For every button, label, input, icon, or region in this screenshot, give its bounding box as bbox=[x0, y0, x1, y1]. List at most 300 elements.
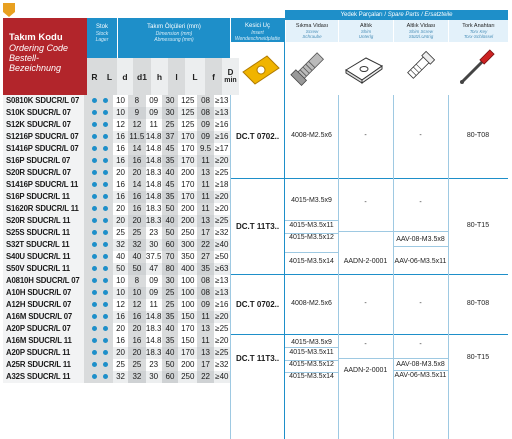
screw-code: 4015-M3.5x12 bbox=[289, 361, 334, 368]
shim-screw-divider bbox=[393, 370, 448, 371]
dim-D-cell: ≥16 bbox=[215, 119, 229, 129]
dim-d-cell: 20 bbox=[113, 347, 128, 359]
dim-f-cell: 09 bbox=[197, 119, 213, 131]
dim-d1-cell: 16 bbox=[128, 203, 145, 215]
spare-parts-label: Yedek Parçaları / bbox=[340, 12, 388, 18]
shim-code: - bbox=[364, 300, 367, 307]
dim-L-cell: 170 bbox=[178, 155, 197, 167]
dim-h-cell: 23 bbox=[149, 359, 159, 369]
dim-f-cell: 11 bbox=[197, 191, 213, 203]
stock-r-dot-icon bbox=[92, 170, 97, 175]
dim-d-cell: 10 bbox=[113, 287, 128, 299]
dim-f-cell: 11 bbox=[197, 335, 213, 347]
dim-f-cell: 11 bbox=[197, 311, 213, 323]
dim-l-cell: 25 bbox=[162, 287, 178, 299]
screw-icon bbox=[285, 42, 335, 92]
stock-label-de: Lager bbox=[95, 37, 109, 43]
col-header-f: f bbox=[205, 58, 222, 95]
table-row[interactable] bbox=[3, 359, 230, 371]
dimensions-label-en: Dimension (mm) bbox=[155, 31, 193, 37]
dim-l-cell: 35 bbox=[162, 191, 178, 203]
dim-L-cell: 150 bbox=[178, 311, 197, 323]
ordering-code-cell: A16M SDUCR/L 07 bbox=[3, 311, 84, 323]
dim-d-cell: 32 bbox=[113, 239, 128, 251]
insert-label-en: Insert bbox=[251, 30, 264, 36]
stock-cell bbox=[84, 167, 113, 179]
stock-r-dot-icon bbox=[92, 206, 97, 211]
ordering-code-cell: S32T SDUCR/L 11 bbox=[3, 239, 84, 251]
stock-r-dot-icon bbox=[92, 110, 97, 115]
dim-L-cell: 125 bbox=[181, 95, 195, 105]
shim-screw-code: AAV-08-M3.5x8 bbox=[396, 236, 445, 243]
table-row[interactable] bbox=[3, 167, 230, 179]
separator-dims-right bbox=[230, 95, 231, 439]
dim-d-cell: 12 bbox=[116, 119, 126, 129]
stock-r-dot-icon bbox=[92, 146, 97, 151]
dim-d-cell: 10 bbox=[116, 275, 126, 285]
stock-r-dot-icon bbox=[92, 362, 97, 367]
table-row[interactable] bbox=[3, 131, 230, 143]
dim-l-cell: 80 bbox=[162, 263, 178, 275]
dim-f-cell: 13 bbox=[197, 215, 213, 227]
torx-key-label-en: Torx Key bbox=[469, 29, 488, 34]
col-header-r: R bbox=[87, 58, 102, 95]
dim-d-cell: 32 bbox=[113, 371, 128, 383]
insert-code: DC.T 11T3.. bbox=[236, 222, 280, 231]
stock-l-dot-icon bbox=[103, 314, 108, 319]
ordering-code-cell: S1416P SDUCR/L 07 bbox=[3, 143, 84, 155]
dim-h-cell: 14.8 bbox=[145, 191, 162, 201]
table-row[interactable] bbox=[3, 215, 230, 227]
stock-cell bbox=[84, 191, 113, 203]
stock-cell bbox=[84, 371, 113, 383]
dim-d-cell: 25 bbox=[116, 359, 126, 369]
stock-l-dot-icon bbox=[103, 338, 108, 343]
header-title-de: Bestell-Bezeichnung bbox=[9, 53, 62, 73]
table-row[interactable] bbox=[3, 311, 230, 323]
stock-l-dot-icon bbox=[103, 218, 108, 223]
table-row[interactable] bbox=[3, 323, 230, 335]
screw-code: 4015-M3.5x11 bbox=[289, 349, 334, 356]
shim-icon bbox=[338, 42, 390, 92]
stock-r-dot-icon bbox=[92, 326, 97, 331]
stock-l-dot-icon bbox=[103, 290, 108, 295]
stock-r-dot-icon bbox=[92, 158, 97, 163]
dim-l-cell: 70 bbox=[162, 251, 178, 263]
ordering-code-cell: S20R SDUCR/L 07 bbox=[3, 167, 84, 179]
dim-L-cell: 125 bbox=[181, 119, 195, 129]
dim-d1-cell: 8 bbox=[128, 95, 145, 107]
dim-l-cell: 30 bbox=[162, 107, 178, 119]
stock-cell bbox=[84, 347, 113, 359]
dim-h-cell: 14.8 bbox=[145, 155, 162, 165]
dim-L-cell: 150 bbox=[181, 335, 195, 345]
stock-r-dot-icon bbox=[92, 290, 97, 295]
stock-l-dot-icon bbox=[103, 194, 108, 199]
dim-d-cell: 20 bbox=[116, 323, 126, 333]
dim-D-cell: ≥63 bbox=[215, 263, 229, 273]
stock-cell bbox=[84, 299, 113, 311]
dim-d-cell: 20 bbox=[116, 167, 126, 177]
stock-cell bbox=[84, 323, 113, 335]
screw-code: 4015-M3.5x14 bbox=[289, 258, 334, 265]
dim-h-cell: 11 bbox=[149, 299, 158, 309]
ordering-code-cell: A20P SDUCR/L 07 bbox=[3, 323, 84, 335]
table-row[interactable] bbox=[3, 95, 230, 107]
insert-code: DC.T 0702.. bbox=[236, 132, 280, 141]
shim-screw-code: AAV-06-M3.5x11 bbox=[394, 372, 447, 379]
stock-l-dot-icon bbox=[103, 326, 108, 331]
table-row[interactable] bbox=[3, 287, 230, 299]
dim-d1-cell: 14 bbox=[128, 143, 145, 155]
stock-cell bbox=[84, 359, 113, 371]
shim-code: - bbox=[364, 341, 367, 348]
stock-l-dot-icon bbox=[103, 182, 108, 187]
dim-l-cell: 30 bbox=[162, 275, 178, 287]
dim-D-cell: ≥25 bbox=[215, 215, 229, 225]
dim-d-cell: 16 bbox=[116, 179, 126, 189]
dim-f-cell: 09 bbox=[197, 131, 213, 143]
dim-d-cell: 10 bbox=[116, 95, 126, 105]
dim-L-cell: 100 bbox=[178, 287, 197, 299]
screw-code: 4015-M3.5x11 bbox=[289, 222, 334, 229]
shim-screw-divider bbox=[393, 246, 448, 247]
table-row[interactable] bbox=[3, 155, 230, 167]
dimensions-label: Takım Ölçüleri (mm) bbox=[147, 24, 201, 30]
shim-screw-code: AAV-08-M3.5x8 bbox=[396, 361, 445, 368]
dim-h-cell: 14.8 bbox=[145, 311, 162, 321]
dim-h-cell: 09 bbox=[146, 107, 162, 119]
dim-f-cell: 22 bbox=[197, 371, 213, 383]
torx-key-code: 80-T08 bbox=[466, 300, 490, 307]
dim-d1-cell: 10 bbox=[128, 287, 145, 299]
spare-column-separator bbox=[393, 95, 394, 439]
table-row[interactable] bbox=[3, 227, 230, 239]
insert-label: Kesici Uç bbox=[244, 23, 270, 29]
dim-f-cell: 08 bbox=[197, 287, 213, 299]
dim-D-cell: ≥17 bbox=[215, 143, 229, 153]
group-divider bbox=[231, 178, 508, 179]
ordering-code-cell: A20P SDUCR/L 11 bbox=[3, 347, 84, 359]
dim-f-cell: 13 bbox=[197, 167, 213, 179]
shim-label: Altlık bbox=[360, 23, 372, 29]
dim-D-cell: ≥25 bbox=[215, 167, 229, 177]
dim-L-cell: 170 bbox=[181, 143, 195, 153]
dim-l-cell: 35 bbox=[162, 311, 178, 323]
col-header-L: L bbox=[185, 58, 205, 95]
dim-L-cell: 170 bbox=[181, 323, 195, 333]
ordering-code-cell: S0810K SDUCR/L 07 bbox=[3, 95, 84, 107]
table-row[interactable] bbox=[3, 251, 230, 263]
screw-code: 4008-M2.5x6 bbox=[291, 300, 332, 307]
dim-D-cell: ≥13 bbox=[215, 287, 229, 297]
dim-h-cell: 37.5 bbox=[145, 251, 162, 261]
ordering-code-cell: S10K SDUCR/L 07 bbox=[3, 107, 84, 119]
stock-cell bbox=[84, 227, 113, 239]
dim-d-cell: 16 bbox=[113, 155, 128, 167]
dim-l-cell: 40 bbox=[162, 167, 178, 179]
dim-d1-cell: 9 bbox=[128, 107, 145, 119]
ordering-code-cell: S1620R SDUCR/L 11 bbox=[3, 203, 84, 215]
screw-label: Sıkma Vidası bbox=[295, 23, 329, 29]
stock-cell bbox=[84, 311, 113, 323]
dim-d-cell: 40 bbox=[116, 251, 126, 261]
stock-header bbox=[87, 18, 117, 58]
dim-L-cell: 170 bbox=[178, 347, 197, 359]
dim-l-cell: 40 bbox=[162, 215, 178, 227]
stock-r-dot-icon bbox=[92, 350, 97, 355]
dim-f-cell: 08 bbox=[197, 107, 213, 119]
ordering-code-cell: A0810H SDUCR/L 07 bbox=[3, 275, 84, 287]
stock-l-dot-icon bbox=[103, 206, 108, 211]
dim-f-cell: 17 bbox=[197, 359, 213, 371]
dim-h-cell: 30 bbox=[146, 239, 162, 251]
dim-L-cell: 300 bbox=[178, 239, 197, 251]
dim-l-cell: 25 bbox=[162, 119, 178, 131]
table-row[interactable] bbox=[3, 371, 230, 383]
dim-d1-cell: 25 bbox=[128, 227, 145, 239]
group-divider bbox=[231, 334, 508, 335]
dim-f-cell: 35 bbox=[197, 263, 213, 275]
dim-d1-cell: 32 bbox=[128, 371, 145, 383]
ordering-code-cell: S16P SDUCR/L 11 bbox=[3, 191, 84, 203]
dim-f-cell: 11 bbox=[197, 203, 213, 215]
dim-f-cell: 13 bbox=[197, 347, 213, 359]
table-row[interactable] bbox=[3, 203, 230, 215]
stock-l-dot-icon bbox=[103, 242, 108, 247]
dim-l-cell: 30 bbox=[162, 95, 178, 107]
table-row[interactable] bbox=[3, 335, 230, 347]
dim-f-cell: 27 bbox=[197, 251, 213, 263]
stock-cell bbox=[84, 179, 113, 191]
dim-d1-cell: 16 bbox=[128, 311, 145, 323]
screw-divider bbox=[285, 220, 338, 221]
stock-r-dot-icon bbox=[92, 242, 97, 247]
dim-L-cell: 250 bbox=[181, 227, 195, 237]
table-row[interactable] bbox=[3, 107, 230, 119]
dim-L-cell: 100 bbox=[181, 275, 195, 285]
dim-L-cell: 125 bbox=[178, 107, 197, 119]
shim-screw-label-de: Stützl.Untrig bbox=[408, 34, 434, 39]
insert-code: DC.T 0702.. bbox=[236, 300, 280, 309]
dim-d-cell: 50 bbox=[113, 263, 128, 275]
dim-h-cell: 09 bbox=[146, 287, 162, 299]
stock-cell bbox=[84, 263, 113, 275]
dim-d1-cell: 50 bbox=[128, 263, 145, 275]
dim-d-cell: 20 bbox=[116, 203, 126, 213]
dim-h-cell: 09 bbox=[149, 95, 159, 105]
dim-f-cell: 11 bbox=[197, 179, 213, 191]
dim-f-cell: 22 bbox=[197, 239, 213, 251]
header-title-tr: Takım Kodu bbox=[9, 32, 63, 43]
insert-header bbox=[231, 18, 284, 42]
dim-d1-cell: 40 bbox=[128, 251, 145, 263]
dim-h-cell: 18.3 bbox=[145, 215, 162, 225]
screw-divider bbox=[285, 347, 338, 348]
torx-key-icon bbox=[448, 42, 506, 92]
screw-code: 4008-M2.5x6 bbox=[291, 132, 332, 139]
table-row[interactable] bbox=[3, 239, 230, 251]
dim-d-cell: 16 bbox=[116, 143, 126, 153]
dim-D-cell: ≥32 bbox=[215, 359, 229, 369]
stock-cell bbox=[84, 95, 113, 107]
col-header-dmin-d: D bbox=[227, 67, 234, 77]
shim-label-de: Unterlg bbox=[358, 34, 374, 39]
header-title-en: Ordering Code bbox=[9, 43, 69, 53]
table-row[interactable] bbox=[3, 143, 230, 155]
dim-D-cell: ≥20 bbox=[215, 311, 229, 321]
dim-d1-cell: 14 bbox=[128, 179, 145, 191]
stock-l-dot-icon bbox=[103, 302, 108, 307]
dim-l-cell: 60 bbox=[162, 239, 178, 251]
shim-subheader bbox=[338, 20, 393, 42]
shim-label-en: Shim bbox=[360, 29, 372, 34]
torx-key-label-de: Torx-Schlüssel bbox=[463, 34, 494, 39]
stock-r-dot-icon bbox=[92, 302, 97, 307]
table-row[interactable] bbox=[3, 179, 230, 191]
ordering-code-cell: S16P SDUCR/L 07 bbox=[3, 155, 84, 167]
dim-D-cell: ≥16 bbox=[215, 131, 229, 141]
dim-d1-cell: 8 bbox=[128, 275, 145, 287]
torx-key-code: 80-T15 bbox=[466, 222, 490, 229]
catalog-tab-icon bbox=[3, 3, 15, 17]
spare-column-separator bbox=[448, 95, 449, 439]
shim-code: AADN-2-0001 bbox=[343, 367, 388, 374]
torx-key-subheader bbox=[448, 20, 508, 42]
stock-l-dot-icon bbox=[103, 278, 108, 283]
dim-h-cell: 18.3 bbox=[145, 347, 162, 357]
torx-key-code: 80-T15 bbox=[466, 354, 490, 361]
stock-l-dot-icon bbox=[103, 266, 108, 271]
dimensions-label-de: Abmessung (mm) bbox=[154, 37, 194, 43]
dim-h-cell: 09 bbox=[149, 275, 159, 285]
dim-D-cell: ≥40 bbox=[215, 239, 229, 249]
stock-r-dot-icon bbox=[92, 194, 97, 199]
shim-screw-picture-cell bbox=[393, 42, 448, 95]
insert-label-de: Wendeschneidplatte bbox=[234, 36, 281, 42]
shim-screw-code: AAV-06-M3.5x11 bbox=[394, 258, 447, 265]
insert-code: DC.T 11T3.. bbox=[236, 354, 280, 363]
dim-D-cell: ≥25 bbox=[215, 347, 229, 357]
stock-l-dot-icon bbox=[103, 362, 108, 367]
dim-l-cell: 45 bbox=[162, 143, 178, 155]
dim-d1-cell: 16 bbox=[128, 155, 145, 167]
dim-l-cell: 50 bbox=[162, 227, 178, 239]
shim-screw-code: - bbox=[419, 199, 422, 206]
stock-l-dot-icon bbox=[103, 374, 108, 379]
dimensions-header bbox=[117, 18, 230, 58]
table-row[interactable] bbox=[3, 263, 230, 275]
col-header-dmin bbox=[222, 58, 239, 95]
stock-cell bbox=[84, 275, 113, 287]
dim-f-cell: 08 bbox=[197, 95, 213, 107]
torx-key-code: 80-T08 bbox=[466, 132, 490, 139]
ordering-code-cell: S1216P SDUCR/L 07 bbox=[3, 131, 84, 143]
dim-l-cell: 50 bbox=[162, 359, 178, 371]
dim-l-cell: 50 bbox=[162, 203, 178, 215]
ordering-code-header bbox=[3, 18, 87, 95]
dim-d-cell: 12 bbox=[116, 299, 126, 309]
stock-r-dot-icon bbox=[92, 98, 97, 103]
dim-l-cell: 35 bbox=[162, 155, 178, 167]
stock-l-dot-icon bbox=[103, 98, 108, 103]
dim-L-cell: 250 bbox=[178, 371, 197, 383]
insert-diamond-icon bbox=[239, 50, 283, 90]
stock-cell bbox=[84, 203, 113, 215]
dim-d1-cell: 20 bbox=[128, 347, 145, 359]
stock-r-dot-icon bbox=[92, 230, 97, 235]
dim-d-cell: 16 bbox=[113, 131, 128, 143]
dim-d-cell: 16 bbox=[113, 191, 128, 203]
shim-screw-subheader bbox=[393, 20, 448, 42]
stock-cell bbox=[84, 107, 113, 119]
dim-d1-cell: 12 bbox=[128, 119, 145, 131]
dim-h-cell: 14.8 bbox=[145, 335, 162, 345]
dim-L-cell: 170 bbox=[178, 191, 197, 203]
stock-r-dot-icon bbox=[92, 278, 97, 283]
dim-D-cell: ≥20 bbox=[215, 335, 229, 345]
col-header-l-small: l bbox=[168, 58, 185, 95]
dim-D-cell: ≥18 bbox=[215, 179, 229, 189]
dim-f-cell: 9.5 bbox=[197, 143, 213, 155]
screw-divider bbox=[285, 252, 338, 253]
ordering-code-cell: S1416P SDUCR/L 11 bbox=[3, 179, 84, 191]
dim-h-cell: 14.8 bbox=[145, 179, 162, 189]
dim-h-cell: 18.3 bbox=[145, 203, 162, 213]
table-row[interactable] bbox=[3, 299, 230, 311]
screw-subheader bbox=[285, 20, 338, 42]
table-row[interactable] bbox=[3, 119, 230, 131]
dim-d1-cell: 25 bbox=[128, 359, 145, 371]
dim-d-cell: 16 bbox=[113, 311, 128, 323]
screw-code: 4015-M3.5x9 bbox=[291, 197, 332, 204]
stock-l-dot-icon bbox=[103, 146, 108, 151]
dim-D-cell: ≥20 bbox=[215, 191, 229, 201]
insert-picture-cell bbox=[239, 42, 284, 95]
shim-screw-label-en: Shim Screw bbox=[408, 29, 433, 34]
stock-l-dot-icon bbox=[103, 122, 108, 127]
stock-l-dot-icon bbox=[103, 158, 108, 163]
dim-h-cell: 14.8 bbox=[145, 143, 162, 153]
dim-l-cell: 37 bbox=[162, 131, 178, 143]
dim-L-cell: 400 bbox=[178, 263, 197, 275]
stock-cell bbox=[84, 155, 113, 167]
stock-l-dot-icon bbox=[103, 170, 108, 175]
col-header-d: d bbox=[117, 58, 133, 95]
stock-r-dot-icon bbox=[92, 266, 97, 271]
dim-d1-cell: 20 bbox=[128, 323, 145, 335]
dim-d-cell: 25 bbox=[116, 227, 126, 237]
dim-l-cell: 40 bbox=[162, 323, 178, 335]
dim-l-cell: 40 bbox=[162, 347, 178, 359]
dim-d-cell: 16 bbox=[116, 335, 126, 345]
dim-D-cell: ≥16 bbox=[215, 299, 229, 309]
ordering-code-cell: A16M SDUCR/L 11 bbox=[3, 335, 84, 347]
stock-r-dot-icon bbox=[92, 314, 97, 319]
dim-l-cell: 25 bbox=[162, 299, 178, 311]
dim-d1-cell: 20 bbox=[128, 167, 145, 179]
table-row[interactable] bbox=[3, 347, 230, 359]
ordering-code-cell: A12H SDUCR/L 07 bbox=[3, 299, 84, 311]
ordering-code-cell: S20R SDUCR/L 11 bbox=[3, 215, 84, 227]
screw-label-de: Schraube bbox=[302, 34, 322, 39]
torx-key-picture-cell bbox=[448, 42, 508, 95]
table-row[interactable] bbox=[3, 275, 230, 287]
dim-L-cell: 350 bbox=[181, 251, 195, 261]
dim-h-cell: 18.3 bbox=[145, 167, 162, 177]
screw-code: 4015-M3.5x12 bbox=[289, 234, 334, 241]
table-row[interactable] bbox=[3, 191, 230, 203]
